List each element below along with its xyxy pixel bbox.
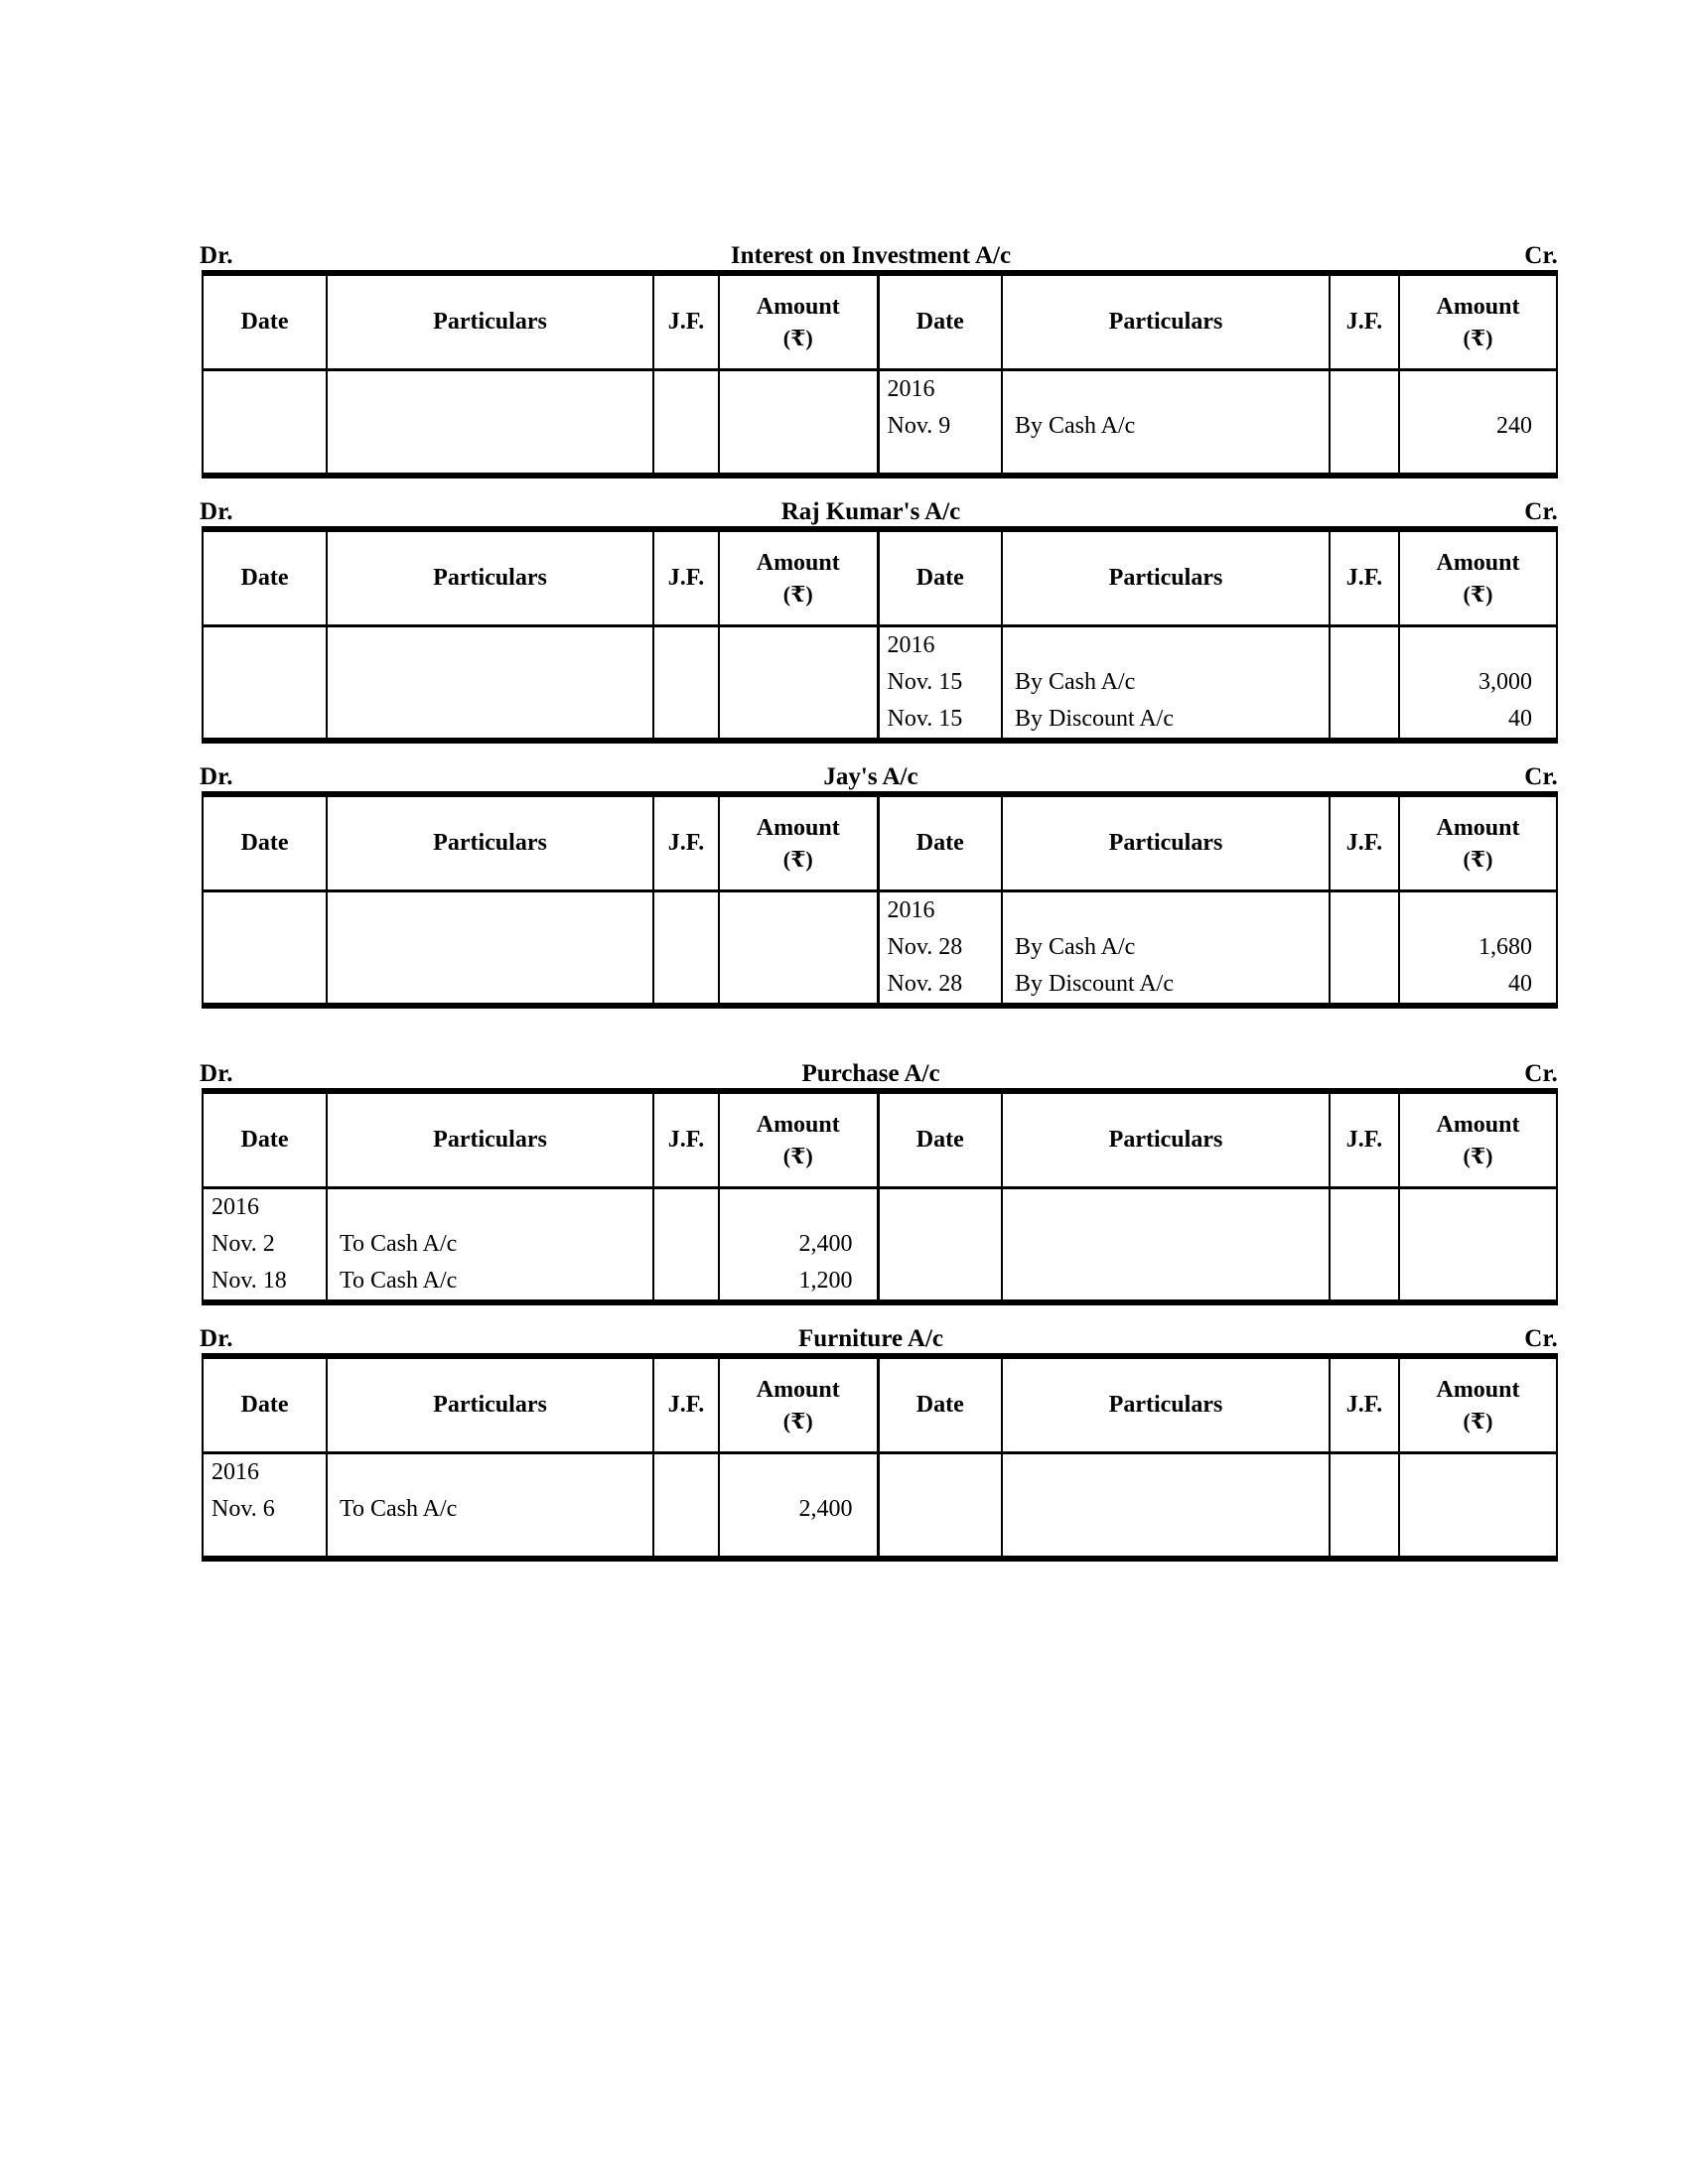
cell-amount-debit bbox=[719, 626, 878, 742]
header-date-debit: Date bbox=[203, 273, 327, 370]
header-particulars-credit: Particulars bbox=[1002, 1356, 1330, 1453]
entry-jf bbox=[654, 1226, 718, 1263]
account-title-row bbox=[202, 230, 1556, 270]
table-header-row bbox=[203, 794, 1557, 891]
account-title-row bbox=[202, 751, 1556, 791]
header-date-debit: Date bbox=[203, 1356, 327, 1453]
entry-particulars: By Discount A/c bbox=[1015, 971, 1174, 997]
header-jf-debit: J.F. bbox=[653, 273, 719, 370]
spacer-line bbox=[1331, 627, 1398, 664]
debit-side-label: Dr. bbox=[200, 1060, 233, 1087]
table-header-row bbox=[203, 273, 1557, 370]
header-amount-credit bbox=[1399, 794, 1557, 891]
header-jf-credit: J.F. bbox=[1330, 1091, 1399, 1188]
spacer-line bbox=[1400, 371, 1532, 408]
entry-date: Nov. 28 bbox=[887, 971, 963, 997]
entry-jf bbox=[1331, 701, 1398, 738]
cell-date-credit bbox=[878, 1453, 1002, 1560]
entry-jf bbox=[1331, 966, 1398, 1003]
currency-symbol: (₹) bbox=[782, 325, 813, 350]
cell-jf-debit bbox=[653, 1188, 719, 1303]
table-header-row bbox=[203, 1356, 1557, 1453]
header-date-debit: Date bbox=[203, 794, 327, 891]
entry-year: 2016 bbox=[887, 897, 935, 923]
cell-particulars-credit bbox=[1002, 626, 1330, 742]
header-date-credit: Date bbox=[878, 529, 1002, 626]
entry-particulars: By Discount A/c bbox=[1015, 706, 1174, 732]
cell-amount-debit bbox=[719, 370, 878, 477]
account-block bbox=[202, 486, 1556, 744]
spacer-line bbox=[1015, 627, 1329, 664]
header-particulars-debit: Particulars bbox=[327, 1356, 653, 1453]
entry-amount: 40 bbox=[1508, 971, 1532, 997]
cell-amount-credit bbox=[1399, 370, 1557, 477]
entry-amount: 240 bbox=[1496, 413, 1532, 439]
account-block bbox=[202, 751, 1556, 1009]
cell-jf-debit bbox=[653, 1453, 719, 1560]
spacer-line bbox=[1331, 371, 1398, 408]
spacer-line bbox=[1015, 371, 1329, 408]
entry-particulars: To Cash A/c bbox=[340, 1231, 458, 1257]
cell-amount-debit bbox=[719, 891, 878, 1007]
entry-amount: 40 bbox=[1508, 706, 1532, 732]
entry-jf bbox=[654, 1263, 718, 1299]
entry-date: Nov. 9 bbox=[887, 413, 951, 439]
cell-jf-credit bbox=[1330, 1453, 1399, 1560]
debit-side-label: Dr. bbox=[200, 1325, 233, 1352]
account-block bbox=[202, 1313, 1556, 1562]
currency-symbol: (₹) bbox=[1463, 325, 1493, 350]
entry-date: Nov. 15 bbox=[887, 706, 963, 732]
credit-side-label: Cr. bbox=[1524, 1060, 1558, 1087]
cell-date-credit bbox=[878, 1188, 1002, 1303]
header-amount-debit bbox=[719, 1091, 878, 1188]
cell-particulars-credit bbox=[1002, 1453, 1330, 1560]
account-title: Purchase A/c bbox=[801, 1060, 940, 1087]
header-amount-credit bbox=[1399, 1091, 1557, 1188]
cell-date-debit bbox=[203, 1188, 327, 1303]
credit-side-label: Cr. bbox=[1524, 763, 1558, 790]
currency-symbol: (₹) bbox=[1463, 846, 1493, 872]
currency-symbol: (₹) bbox=[782, 581, 813, 607]
account-block bbox=[202, 1048, 1556, 1305]
cell-jf-credit bbox=[1330, 370, 1399, 477]
entry-date: Nov. 2 bbox=[211, 1231, 275, 1257]
table-row bbox=[203, 1188, 1557, 1303]
cell-amount-credit bbox=[1399, 1188, 1557, 1303]
account-title-row bbox=[202, 486, 1556, 526]
table-row bbox=[203, 1453, 1557, 1560]
amount-label: Amount bbox=[1436, 294, 1520, 321]
credit-side-label: Cr. bbox=[1524, 1325, 1558, 1352]
header-jf-credit: J.F. bbox=[1330, 794, 1399, 891]
header-particulars-credit: Particulars bbox=[1002, 1091, 1330, 1188]
header-amount-debit bbox=[719, 273, 878, 370]
entry-particulars: To Cash A/c bbox=[340, 1268, 458, 1294]
account-block bbox=[202, 230, 1556, 478]
entry-jf bbox=[1331, 408, 1398, 445]
currency-symbol: (₹) bbox=[1463, 581, 1493, 607]
header-jf-credit: J.F. bbox=[1330, 1356, 1399, 1453]
cell-particulars-credit bbox=[1002, 1188, 1330, 1303]
spacer-line bbox=[340, 1189, 652, 1226]
cell-date-debit bbox=[203, 1453, 327, 1560]
spacer-line bbox=[654, 1454, 718, 1491]
header-jf-credit: J.F. bbox=[1330, 273, 1399, 370]
cell-particulars-credit bbox=[1002, 891, 1330, 1007]
amount-label: Amount bbox=[1436, 550, 1520, 577]
table-header-row bbox=[203, 529, 1557, 626]
header-date-credit: Date bbox=[878, 1091, 1002, 1188]
entry-amount: 1,200 bbox=[798, 1268, 853, 1294]
entry-date: Nov. 6 bbox=[211, 1496, 275, 1522]
cell-particulars-debit bbox=[327, 626, 653, 742]
header-particulars-credit: Particulars bbox=[1002, 273, 1330, 370]
header-jf-debit: J.F. bbox=[653, 1356, 719, 1453]
table-row bbox=[203, 626, 1557, 742]
amount-label: Amount bbox=[1436, 815, 1520, 842]
credit-side-label: Cr. bbox=[1524, 498, 1558, 525]
ledger-table bbox=[202, 526, 1558, 744]
account-title-row bbox=[202, 1048, 1556, 1088]
account-title: Furniture A/c bbox=[797, 1325, 944, 1352]
ledger-account-list bbox=[202, 230, 1556, 1562]
entry-amount: 2,400 bbox=[798, 1496, 853, 1522]
amount-label: Amount bbox=[1436, 1377, 1520, 1404]
header-amount-debit bbox=[719, 529, 878, 626]
amount-label: Amount bbox=[756, 815, 840, 842]
currency-symbol: (₹) bbox=[782, 1408, 813, 1433]
table-row bbox=[203, 370, 1557, 477]
spacer-line bbox=[654, 1189, 718, 1226]
currency-symbol: (₹) bbox=[782, 1143, 813, 1168]
table-row bbox=[203, 891, 1557, 1007]
header-particulars-credit: Particulars bbox=[1002, 794, 1330, 891]
cell-jf-debit bbox=[653, 370, 719, 477]
amount-label: Amount bbox=[756, 1377, 840, 1404]
header-particulars-debit: Particulars bbox=[327, 794, 653, 891]
debit-side-label: Dr. bbox=[200, 498, 233, 525]
spacer-line bbox=[1331, 892, 1398, 929]
ledger-table bbox=[202, 1353, 1558, 1562]
credit-side-label: Cr. bbox=[1524, 242, 1558, 269]
cell-date-credit bbox=[878, 370, 1002, 477]
spacer-line bbox=[1400, 892, 1532, 929]
header-particulars-debit: Particulars bbox=[327, 1091, 653, 1188]
cell-particulars-debit bbox=[327, 1453, 653, 1560]
entry-particulars: To Cash A/c bbox=[340, 1496, 458, 1522]
header-amount-debit bbox=[719, 794, 878, 891]
cell-jf-debit bbox=[653, 626, 719, 742]
account-title: Raj Kumar's A/c bbox=[780, 498, 961, 525]
header-particulars-credit: Particulars bbox=[1002, 529, 1330, 626]
spacer-line bbox=[1015, 892, 1329, 929]
cell-particulars-debit bbox=[327, 1188, 653, 1303]
cell-jf-credit bbox=[1330, 626, 1399, 742]
header-amount-credit bbox=[1399, 273, 1557, 370]
ledger-table bbox=[202, 791, 1558, 1009]
header-particulars-debit: Particulars bbox=[327, 529, 653, 626]
header-amount-credit bbox=[1399, 1356, 1557, 1453]
cell-jf-credit bbox=[1330, 891, 1399, 1007]
currency-symbol: (₹) bbox=[1463, 1143, 1493, 1168]
header-date-debit: Date bbox=[203, 1091, 327, 1188]
cell-particulars-debit bbox=[327, 370, 653, 477]
amount-label: Amount bbox=[756, 294, 840, 321]
header-amount-credit bbox=[1399, 529, 1557, 626]
cell-date-debit bbox=[203, 626, 327, 742]
header-date-credit: Date bbox=[878, 273, 1002, 370]
spacer-line bbox=[1400, 627, 1532, 664]
header-date-debit: Date bbox=[203, 529, 327, 626]
header-jf-credit: J.F. bbox=[1330, 529, 1399, 626]
cell-amount-credit bbox=[1399, 626, 1557, 742]
header-particulars-debit: Particulars bbox=[327, 273, 653, 370]
debit-side-label: Dr. bbox=[200, 763, 233, 790]
cell-amount-credit bbox=[1399, 891, 1557, 1007]
cell-particulars-credit bbox=[1002, 370, 1330, 477]
header-jf-debit: J.F. bbox=[653, 794, 719, 891]
cell-particulars-debit bbox=[327, 891, 653, 1007]
cell-amount-debit bbox=[719, 1188, 878, 1303]
entry-particulars: By Cash A/c bbox=[1015, 669, 1136, 695]
amount-label: Amount bbox=[756, 550, 840, 577]
account-title: Jay's A/c bbox=[823, 763, 918, 790]
cell-date-credit bbox=[878, 891, 1002, 1007]
spacer-line bbox=[340, 1454, 652, 1491]
cell-amount-credit bbox=[1399, 1453, 1557, 1560]
amount-label: Amount bbox=[1436, 1112, 1520, 1139]
header-jf-debit: J.F. bbox=[653, 529, 719, 626]
entry-amount: 2,400 bbox=[798, 1231, 853, 1257]
entry-year: 2016 bbox=[211, 1459, 259, 1485]
account-title: Interest on Investment A/c bbox=[730, 242, 1012, 269]
currency-symbol: (₹) bbox=[782, 846, 813, 872]
cell-jf-debit bbox=[653, 891, 719, 1007]
header-jf-debit: J.F. bbox=[653, 1091, 719, 1188]
entry-date: Nov. 28 bbox=[887, 934, 963, 960]
cell-amount-debit bbox=[719, 1453, 878, 1560]
header-amount-debit bbox=[719, 1356, 878, 1453]
currency-symbol: (₹) bbox=[1463, 1408, 1493, 1433]
entry-date: Nov. 15 bbox=[887, 669, 963, 695]
ledger-table bbox=[202, 270, 1558, 478]
entry-jf bbox=[1331, 664, 1398, 701]
cell-date-debit bbox=[203, 891, 327, 1007]
header-date-credit: Date bbox=[878, 794, 1002, 891]
entry-jf bbox=[654, 1491, 718, 1528]
spacer-line bbox=[720, 1454, 853, 1491]
entry-jf bbox=[1331, 929, 1398, 966]
table-header-row bbox=[203, 1091, 1557, 1188]
amount-label: Amount bbox=[756, 1112, 840, 1139]
entry-year: 2016 bbox=[211, 1194, 259, 1220]
spacer-line bbox=[720, 1189, 853, 1226]
debit-side-label: Dr. bbox=[200, 242, 233, 269]
ledger-table bbox=[202, 1088, 1558, 1305]
header-date-credit: Date bbox=[878, 1356, 1002, 1453]
entry-amount: 1,680 bbox=[1478, 934, 1532, 960]
cell-jf-credit bbox=[1330, 1188, 1399, 1303]
entry-year: 2016 bbox=[887, 632, 935, 658]
cell-date-debit bbox=[203, 370, 327, 477]
account-title-row bbox=[202, 1313, 1556, 1353]
entry-particulars: By Cash A/c bbox=[1015, 934, 1136, 960]
entry-amount: 3,000 bbox=[1478, 669, 1532, 695]
entry-date: Nov. 18 bbox=[211, 1268, 287, 1294]
cell-date-credit bbox=[878, 626, 1002, 742]
entry-year: 2016 bbox=[887, 376, 935, 402]
entry-particulars: By Cash A/c bbox=[1015, 413, 1136, 439]
